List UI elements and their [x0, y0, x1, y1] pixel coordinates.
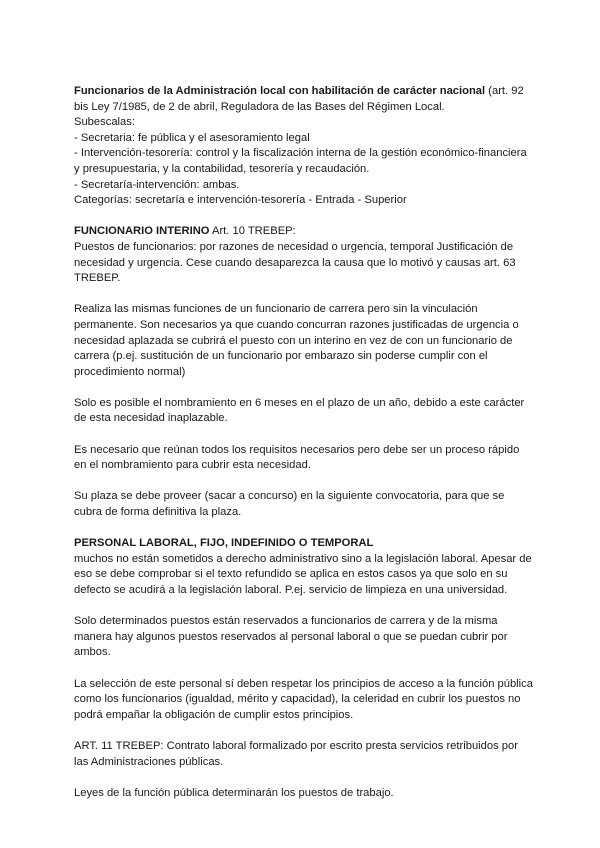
paragraph: Puestos de funcionarios: por razones de necesidad o urgencia, temporal Justificación de necesidad y urgencia. Cese cuando desaparezca la causa que lo motivó y causas art. 63 TREBEP. — [74, 240, 516, 285]
subescala-item: - Secretaría-intervención: ambas. — [74, 178, 240, 191]
section-heading-funcionarios-habilitacion — [74, 84, 534, 115]
section-heading-funcionario-interino — [74, 224, 534, 240]
paragraph: muchos no están sometidos a derecho administrativo sino a la legislación laboral. Apesar de eso se debe comprobar si el texto refundido se aplica en estos casos ya que solo en su defecto se acudirá a la legislación laboral. P.ej. servicio de limpieza en una universidad. — [74, 552, 532, 596]
paragraph: Es necesario que reúnan todos los requisitos necesarios pero debe ser un proceso rápido en el nombramiento para cubrir esta necesidad. — [74, 443, 520, 472]
subescala-item: - Secretaria: fe pública y el asesoramiento legal — [74, 131, 310, 144]
section-heading-bold: FUNCIONARIO INTERINO — [74, 225, 210, 238]
subescala-item: - Intervención-tesorería: control y la fiscalización interna de la gestión económico-financiera y presupuestaria, y la contabilidad, tesorería y recaudación. — [74, 147, 527, 175]
section-heading-tail: Art. 10 TREBEP: — [209, 225, 296, 238]
paragraph: Solo determinados puestos están reservados a funcionarios de carrera y de la misma manera hay algunos puestos reservados al personal laboral o que se puedan cubrir por ambos. — [74, 615, 508, 659]
paragraph: ART. 11 TREBEP: Contrato laboral formalizado por escrito presta servicios retribuidos por las Administraciones públicas. — [74, 739, 518, 768]
paragraph: Solo es posible el nombramiento en 6 meses en el plazo de un año, debido a este carácter de esta necesidad inaplazable. — [74, 396, 525, 425]
paragraph: Realiza las mismas funciones de un funcionario de carrera pero sin la vinculación permanente. Son necesarios ya que cuando concurran razones justificadas de urgencia o necesidad aplazada se cubrirá el puesto con un interino en vez de con un funcionario de carrera (p.ej. sustitución de un funcionario por embarazo sin poderse cumplir con el procedimiento normal) — [74, 303, 519, 378]
section-heading-bold: Funcionarios de la Administración local con habilitación de carácter nacional — [74, 85, 486, 97]
subescalas-label: Subescalas: — [74, 116, 135, 129]
section-heading-personal-laboral: PERSONAL LABORAL, FIJO, INDEFINIDO O TEMPORAL — [74, 537, 374, 550]
document-body — [74, 84, 534, 801]
paragraph: Su plaza se debe proveer (sacar a concurso) en la siguiente convocatoria, para que se cubra de forma definitiva la plaza. — [74, 490, 505, 519]
section-heading-tail: (art. 92 bis Ley 7/1985, de 2 de abril, Reguladora de las Bases del Régimen Local. — [74, 85, 524, 113]
categorias-line: Categorías: secretaría e intervención-tesorería - Entrada - Superior — [74, 194, 407, 207]
paragraph: Leyes de la función pública determinarán los puestos de trabajo. — [74, 786, 394, 799]
paragraph: La selección de este personal sí deben respetar los principios de acceso a la función pública como los funcionarios (igualdad, mérito y capacidad), la celeridad en cubrir los puestos no podrá empañar la obligación de cumplir estos principios. — [74, 677, 533, 721]
